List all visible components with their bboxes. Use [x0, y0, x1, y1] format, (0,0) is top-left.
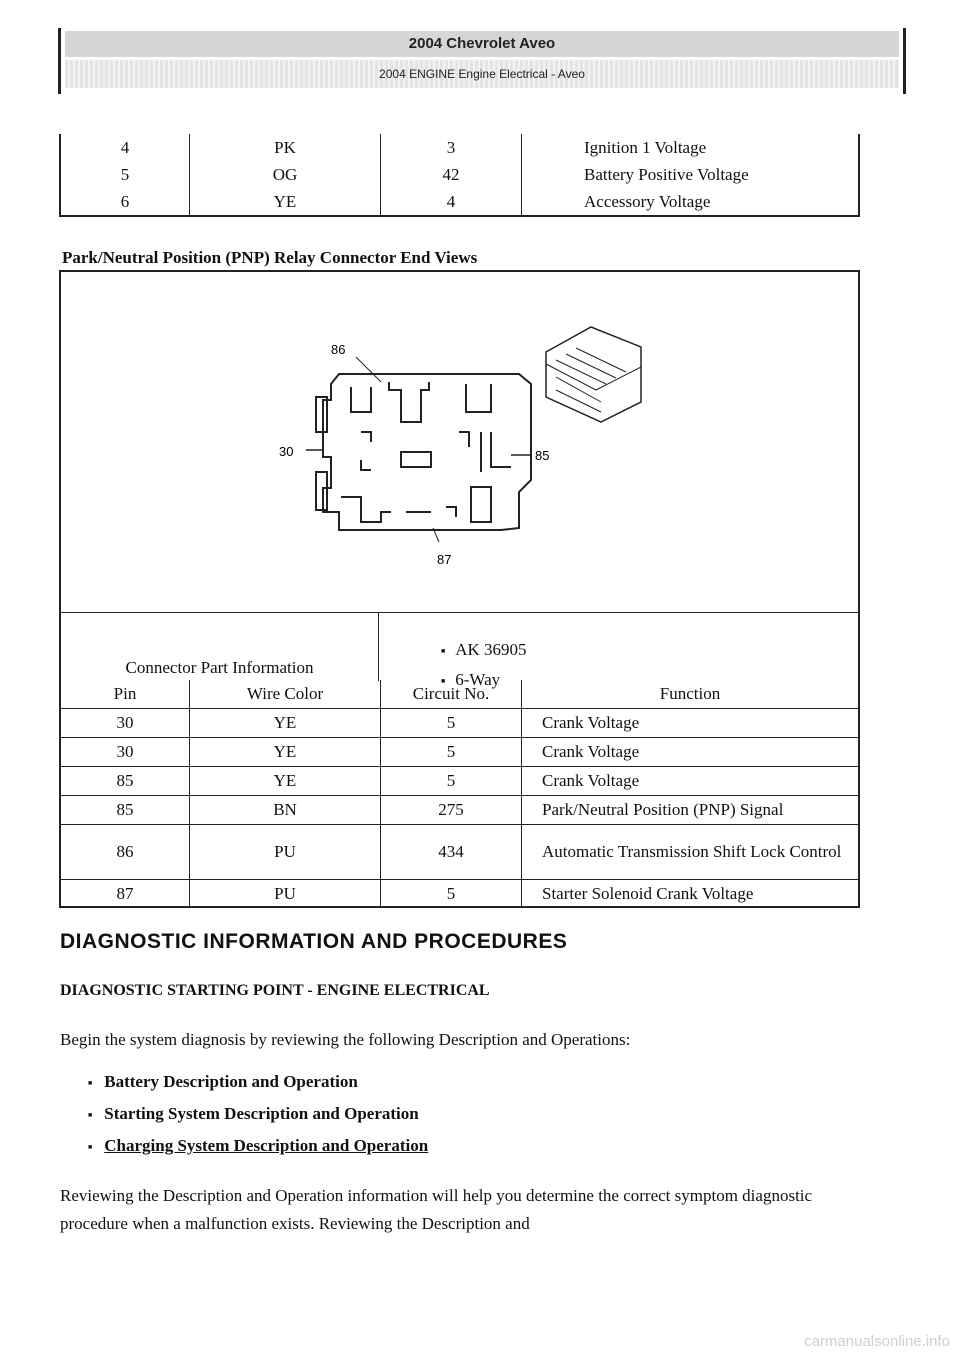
function-cell: Starter Solenoid Crank Voltage — [522, 880, 859, 909]
wire-color-cell: BN — [190, 796, 381, 825]
intro-paragraph: Begin the system diagnosis by reviewing the following Description and Operations: — [60, 1030, 631, 1049]
circuit-cell: 434 — [381, 825, 522, 880]
list-item: ■ AK 36905 — [441, 640, 527, 660]
pin-label-86: 86 — [331, 342, 346, 357]
pin-label-30: 30 — [279, 444, 294, 459]
relay-connector-diagram — [61, 272, 858, 612]
starting-system-description-link[interactable]: Starting System Description and Operation — [104, 1104, 419, 1123]
pin-cell: 5 — [60, 161, 190, 188]
pin-label-85: 85 — [535, 448, 550, 463]
pin-cell: 4 — [60, 134, 190, 161]
wire-color-cell: YE — [190, 709, 381, 738]
table-row — [61, 825, 858, 880]
section-heading: DIAGNOSTIC INFORMATION AND PROCEDURES — [60, 930, 568, 953]
table-header-row — [61, 680, 858, 709]
body-paragraph: Reviewing the Description and Operation information will help you determine the correct symptom diagnostic procedure when a malfunction exists. Reviewing the Description and — [60, 1186, 813, 1233]
wire-color-cell: YE — [190, 767, 381, 796]
pin-cell: 85 — [61, 796, 190, 825]
section-caption: Park/Neutral Position (PNP) Relay Connector End Views — [62, 248, 478, 267]
circuit-cell: 5 — [381, 767, 522, 796]
function-text: Battery Positive Voltage — [584, 165, 749, 184]
circuit-cell: 42 — [381, 161, 522, 188]
list-item[interactable] — [88, 1136, 428, 1168]
connector-part-info-row — [61, 612, 858, 689]
table-row — [61, 767, 858, 796]
table-row — [60, 188, 859, 216]
pnp-relay-pin-table — [61, 680, 858, 908]
table-row — [61, 709, 858, 738]
document-title: 2004 Chevrolet Aveo — [65, 31, 899, 57]
function-cell — [522, 188, 860, 216]
wire-color-cell: PK — [190, 134, 381, 161]
pin-cell: 30 — [61, 709, 190, 738]
function-text: Ignition 1 Voltage — [584, 138, 707, 157]
function-cell — [522, 134, 860, 161]
column-header-pin: Pin — [61, 680, 190, 709]
pin-cell: 87 — [61, 880, 190, 909]
description-link-list — [88, 1072, 428, 1168]
table-row — [61, 738, 858, 767]
pin-cell: 86 — [61, 825, 190, 880]
document-header — [58, 28, 906, 94]
wire-color-cell: PU — [190, 825, 381, 880]
table-row — [60, 134, 859, 161]
circuit-cell: 3 — [381, 134, 522, 161]
pin-label-87: 87 — [437, 552, 452, 567]
document-subtitle: 2004 ENGINE Engine Electrical - Aveo — [65, 60, 899, 88]
wire-color-cell: PU — [190, 880, 381, 909]
column-header-circuit: Circuit No. — [381, 680, 522, 709]
list-item[interactable] — [88, 1104, 428, 1136]
table-row — [61, 796, 858, 825]
connector-end-view-box — [59, 270, 860, 908]
table-row — [61, 880, 858, 909]
function-cell: Park/Neutral Position (PNP) Signal — [522, 796, 859, 825]
section-subheading: DIAGNOSTIC STARTING POINT - ENGINE ELECTRICAL — [60, 982, 490, 999]
battery-description-link[interactable]: Battery Description and Operation — [104, 1072, 358, 1091]
column-header-wire-color: Wire Color — [190, 680, 381, 709]
list-item[interactable] — [88, 1072, 428, 1104]
connector-part-info-label: Connector Part Information — [61, 613, 379, 681]
table-row — [60, 161, 859, 188]
function-cell — [522, 161, 860, 188]
column-header-function: Function — [659, 684, 721, 703]
wire-color-cell: OG — [190, 161, 381, 188]
charging-system-description-link[interactable]: Charging System Description and Operation — [104, 1136, 429, 1155]
circuit-cell: 5 — [381, 709, 522, 738]
wire-color-cell: YE — [190, 188, 381, 216]
circuit-cell: 5 — [381, 738, 522, 767]
function-text: Accessory Voltage — [584, 192, 711, 211]
wire-color-cell: YE — [190, 738, 381, 767]
function-cell: Crank Voltage — [522, 767, 859, 796]
pin-cell: 30 — [61, 738, 190, 767]
pin-cell: 6 — [60, 188, 190, 216]
pin-cell: 85 — [61, 767, 190, 796]
list-item: ■ 6-Way — [441, 670, 527, 690]
function-cell: Crank Voltage — [522, 709, 859, 738]
function-cell: Crank Voltage — [522, 738, 859, 767]
circuit-cell: 5 — [381, 880, 522, 909]
circuit-cell: 275 — [381, 796, 522, 825]
ignition-switch-pin-table — [59, 134, 860, 217]
watermark: carmanualsonline.info — [804, 1333, 950, 1350]
function-cell: Automatic Transmission Shift Lock Control — [522, 825, 859, 880]
circuit-cell: 4 — [381, 188, 522, 216]
